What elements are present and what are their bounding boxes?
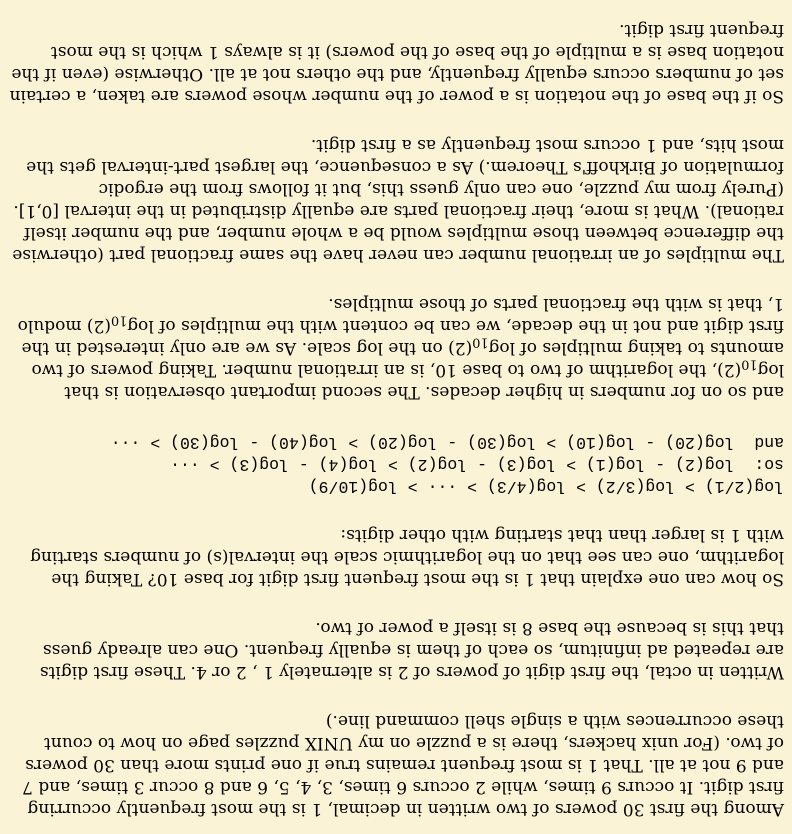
text-run: (2) modulo 1, that is with the fractional parts of those multiples. xyxy=(17,294,784,336)
log-base-subscript: 10 xyxy=(110,312,128,328)
text-run: and so on for numbers in higher decades. The second important observation is that log xyxy=(64,360,784,402)
log-base-subscript: 10 xyxy=(472,334,489,350)
formula-block xyxy=(8,431,784,497)
paragraph-notation-base: So if the base of the notation is a power of the number whose powers are taken, a certain set of numbers occurs equally frequently, and the others not at all. Otherwise (even if the notation base is a multiple of the base of the powers) it is always 1 which is the most frequent first digit. xyxy=(9,20,784,106)
formula-line-3: and log(20) - log(10) > log(30) - log(20) > log(40) - log(30) > ··· xyxy=(110,433,784,452)
log-base-subscript: 10 xyxy=(741,356,758,372)
paragraph-powers-of-two-stats: Among the first 30 powers of two written in decimal, 1 is the most frequently occurring first digit. It occurs 9 times, while 2 occurs 6 times, 3, 4, 5, 6 and 8 occur 3 times, and 7 and 9 not at all. That 1 is most frequent remains true if one prints more than 30 powers of two. (For unix hackers, there is a puzzle on my UNIX puzzles page on how to count these occurrences with a single shell command line.) xyxy=(22,711,784,819)
formula-line-2: so: log(2) - log(1) > log(3) - log(2) > log(4) - log(3) > ··· xyxy=(170,455,784,474)
paragraph-equidistribution: The multiples of an irrational number can never have the same fractional part (otherwise the difference between those multiples would be a whole number, and the number itself rational). What is more, their fractional parts are equally distributed in the interval [0,1]. (Purely from my puzzle, one can only guess this, but it follows from the ergodic formulation of Birkhoff's Theorem.) As a consequence, the largest part-interval gets the most hits, and 1 occurs most frequently as a first digit. xyxy=(12,135,784,265)
text-run: (2) on the log scale. As we are only interested in the first digit and not in the decade, we can be content with the multiples of log xyxy=(21,316,784,358)
paragraph-irrational-logarithm xyxy=(8,293,784,403)
paragraph-octal-digits: Written in octal, the first digit of powers of 2 is alternately 1 , 2 or 4. These first digits are repeated ad infinitum, so each of them is equally frequent. One can already guess that this is because the base 8 is itself a power of two. xyxy=(39,618,784,682)
paragraph-base10-question: So how can one explain that 1 is the most frequent first digit for base 10? Taking the logarithm, one can see that on the logarithmic scale the interval(s) of numbers starting with 1 is larger than that starting with other digits: xyxy=(30,525,784,589)
text-run: (2), the logarithm of two to base 10, is an irrational number. Taking powers of two amounts to taking multiples of log xyxy=(31,338,784,380)
formula-line-1: log(2/1) > log(3/2) > log(4/3) > ··· > log(10/9) xyxy=(308,477,784,496)
